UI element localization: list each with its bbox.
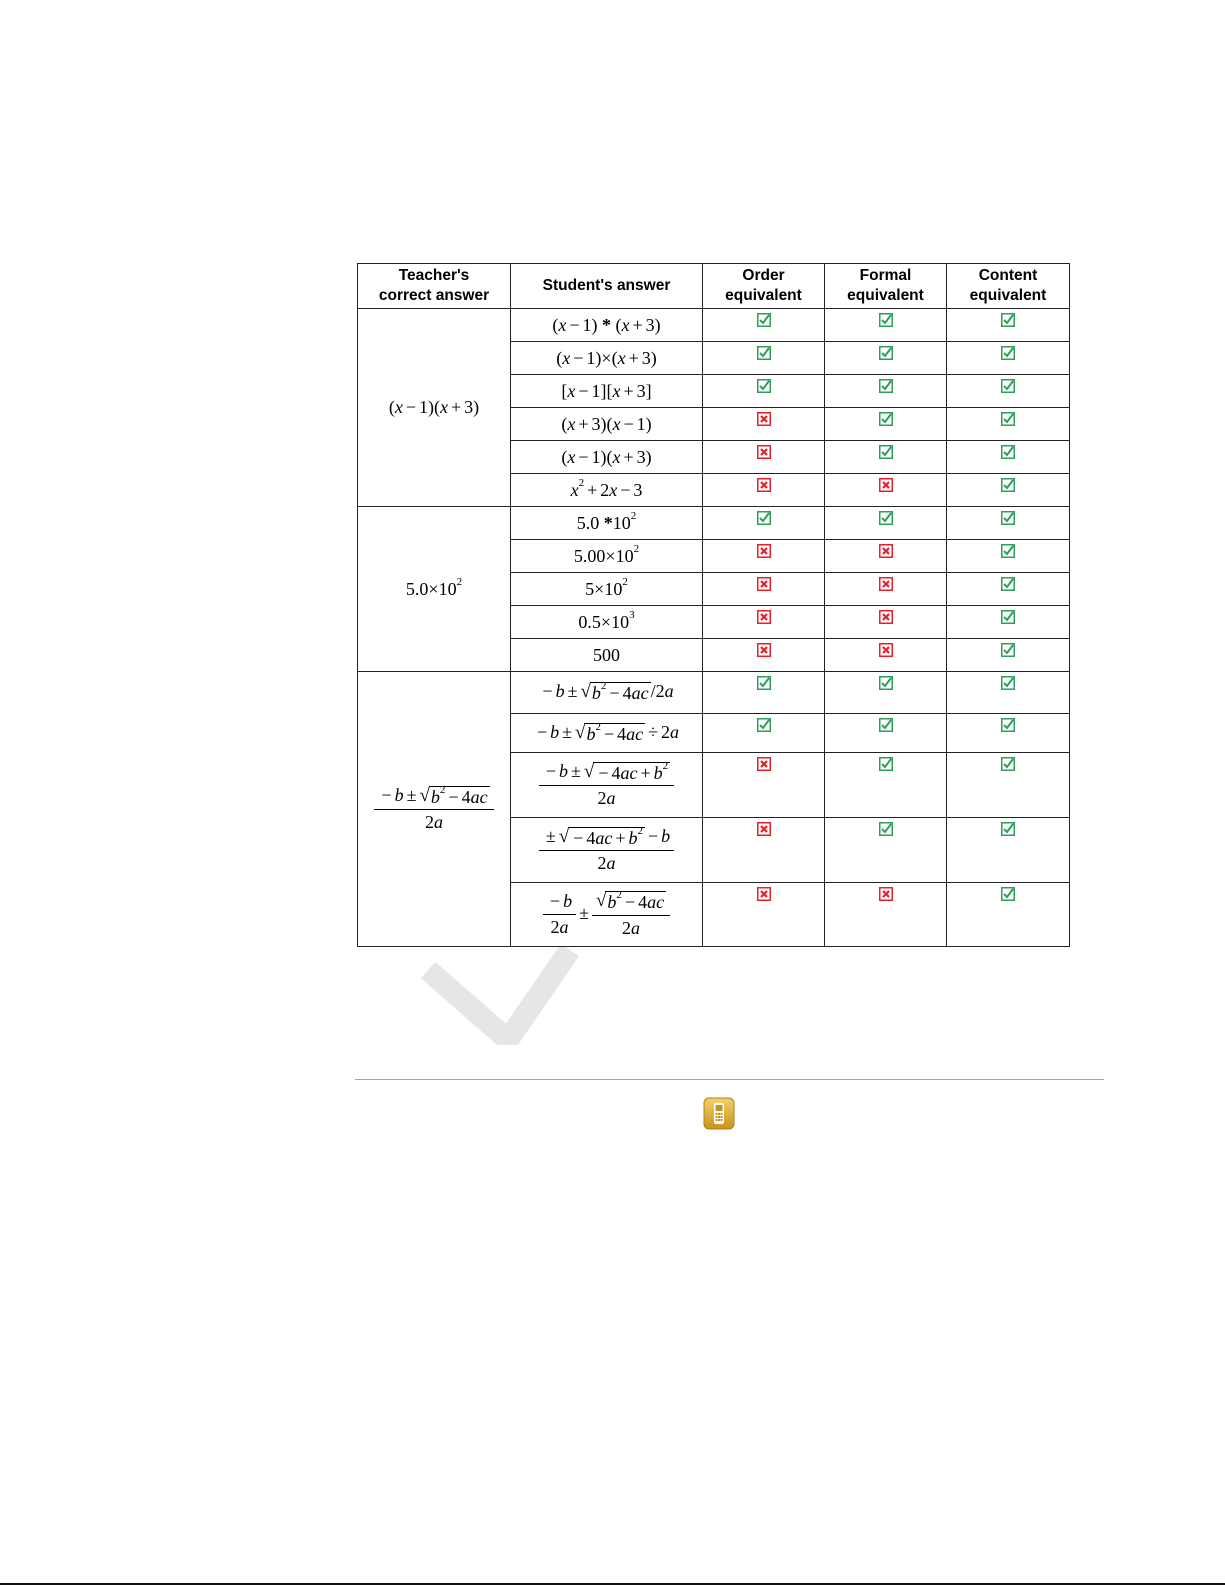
- content-cell: [947, 540, 1070, 573]
- checkbox-check-icon: [879, 822, 893, 836]
- formal-cell: [825, 883, 947, 947]
- checkbox-check-icon: [757, 379, 771, 393]
- checkbox-check-icon: [1001, 478, 1015, 492]
- checkbox-cross-icon: [757, 412, 771, 426]
- content-cell: [947, 818, 1070, 883]
- checkbox-check-icon: [879, 445, 893, 459]
- content-cell: [947, 441, 1070, 474]
- student-answer: $\frac{- b}{2a}$ ± √ $b^2 - 4ac$ 2a: [511, 883, 703, 947]
- checkbox-check-icon: [1001, 577, 1015, 591]
- checkbox-check-icon: [1001, 511, 1015, 525]
- checkbox-cross-icon: [879, 577, 893, 591]
- order-cell: [703, 672, 825, 714]
- checkbox-check-icon: [879, 757, 893, 771]
- student-answer: [x − 1][x + 3]: [511, 375, 703, 408]
- content-cell: [947, 606, 1070, 639]
- student-answer: − b ± √ − $4ac + b^2$ 2a: [511, 753, 703, 818]
- checkbox-check-icon: [879, 511, 893, 525]
- checkbox-check-icon: [757, 718, 771, 732]
- checkbox-check-icon: [1001, 718, 1015, 732]
- checkbox-cross-icon: [757, 478, 771, 492]
- checkbox-cross-icon: [757, 822, 771, 836]
- equivalence-table: [357, 263, 1070, 947]
- formal-cell: [825, 309, 947, 342]
- checkbox-check-icon: [1001, 313, 1015, 327]
- student-answer: − b ± √ $b^2 - 4ac$ /2a: [511, 672, 703, 714]
- checkbox-check-icon: [1001, 544, 1015, 558]
- student-answer: 500: [511, 639, 703, 672]
- formal-cell: [825, 714, 947, 753]
- order-cell: [703, 342, 825, 375]
- teacher-answer: − b ± √ $b^2 - 4ac$ 2a: [358, 672, 511, 947]
- checkbox-cross-icon: [757, 544, 771, 558]
- table-row: [358, 672, 1070, 714]
- checkbox-cross-icon: [879, 544, 893, 558]
- checkbox-check-icon: [757, 346, 771, 360]
- checkbox-check-icon: [1001, 379, 1015, 393]
- checkbox-cross-icon: [757, 757, 771, 771]
- student-answer: (x + 3)(x − 1): [511, 408, 703, 441]
- content-cell: [947, 714, 1070, 753]
- order-cell: [703, 818, 825, 883]
- student-answer: $x^2 + 2x - 3$: [511, 474, 703, 507]
- student-answer: $5\times 10^2$: [511, 573, 703, 606]
- formal-cell: [825, 408, 947, 441]
- formal-cell: [825, 639, 947, 672]
- content-cell: [947, 639, 1070, 672]
- formal-cell: [825, 342, 947, 375]
- formal-cell: [825, 507, 947, 540]
- content-cell: [947, 672, 1070, 714]
- section-divider: [355, 1079, 1104, 1080]
- formal-cell: [825, 573, 947, 606]
- checkbox-cross-icon: [757, 445, 771, 459]
- order-cell: [703, 639, 825, 672]
- content-cell: [947, 375, 1070, 408]
- checkbox-check-icon: [1001, 676, 1015, 690]
- content-cell: [947, 309, 1070, 342]
- checkbox-cross-icon: [757, 643, 771, 657]
- order-cell: [703, 309, 825, 342]
- draft-watermark: [420, 940, 580, 1045]
- checkbox-cross-icon: [879, 478, 893, 492]
- order-cell: [703, 753, 825, 818]
- order-cell: [703, 606, 825, 639]
- checkbox-check-icon: [879, 313, 893, 327]
- checkbox-check-icon: [757, 511, 771, 525]
- order-cell: [703, 375, 825, 408]
- checkbox-check-icon: [1001, 346, 1015, 360]
- checkbox-check-icon: [1001, 887, 1015, 901]
- teacher-answer: (x − 1)(x + 3): [358, 309, 511, 507]
- content-cell: [947, 507, 1070, 540]
- checkbox-check-icon: [1001, 643, 1015, 657]
- checkbox-cross-icon: [757, 887, 771, 901]
- checkbox-check-icon: [879, 379, 893, 393]
- order-cell: [703, 714, 825, 753]
- order-cell: [703, 474, 825, 507]
- checkbox-check-icon: [879, 346, 893, 360]
- header-order: Order equivalent: [703, 264, 825, 309]
- header-row: [358, 264, 1070, 309]
- order-cell: [703, 540, 825, 573]
- header-student: Student's answer: [511, 264, 703, 309]
- order-cell: [703, 441, 825, 474]
- header-formal: Formal equivalent: [825, 264, 947, 309]
- checkbox-check-icon: [1001, 757, 1015, 771]
- student-answer: (x − 1)(x + 3): [511, 441, 703, 474]
- order-cell: [703, 507, 825, 540]
- checkbox-check-icon: [1001, 445, 1015, 459]
- student-answer: (x − 1) * (x + 3): [511, 309, 703, 342]
- student-answer: $0.5\times 10^3$: [511, 606, 703, 639]
- content-cell: [947, 753, 1070, 818]
- checkbox-check-icon: [757, 676, 771, 690]
- content-cell: [947, 408, 1070, 441]
- checkbox-check-icon: [757, 313, 771, 327]
- checkbox-check-icon: [1001, 412, 1015, 426]
- checkbox-check-icon: [1001, 610, 1015, 624]
- table-row: [358, 309, 1070, 342]
- handheld-device-icon: [703, 1097, 735, 1130]
- content-cell: [947, 474, 1070, 507]
- checkbox-cross-icon: [879, 887, 893, 901]
- header-content: Content equivalent: [947, 264, 1070, 309]
- checkbox-cross-icon: [757, 577, 771, 591]
- checkbox-cross-icon: [879, 643, 893, 657]
- teacher-answer: $5.0\times 10^2$: [358, 507, 511, 672]
- table-row: [358, 507, 1070, 540]
- student-answer: $5.00\times 10^2$: [511, 540, 703, 573]
- checkbox-check-icon: [1001, 822, 1015, 836]
- order-cell: [703, 573, 825, 606]
- student-answer: ± √ − $4ac + b^2$ − b 2a: [511, 818, 703, 883]
- formal-cell: [825, 606, 947, 639]
- formal-cell: [825, 818, 947, 883]
- content-cell: [947, 883, 1070, 947]
- student-answer: − b ± √ $b^2 - 4ac$ ÷ 2a: [511, 714, 703, 753]
- content-cell: [947, 573, 1070, 606]
- student-answer: (x − 1)×(x + 3): [511, 342, 703, 375]
- formal-cell: [825, 753, 947, 818]
- formal-cell: [825, 540, 947, 573]
- content-cell: [947, 342, 1070, 375]
- formal-cell: [825, 474, 947, 507]
- header-teacher: Teacher's correct answer: [358, 264, 511, 309]
- checkbox-check-icon: [879, 676, 893, 690]
- checkbox-cross-icon: [879, 610, 893, 624]
- student-answer: 5.0 $*10^2$: [511, 507, 703, 540]
- formal-cell: [825, 375, 947, 408]
- order-cell: [703, 883, 825, 947]
- checkbox-check-icon: [879, 718, 893, 732]
- checkbox-check-icon: [879, 412, 893, 426]
- order-cell: [703, 408, 825, 441]
- formal-cell: [825, 672, 947, 714]
- checkbox-cross-icon: [757, 610, 771, 624]
- formal-cell: [825, 441, 947, 474]
